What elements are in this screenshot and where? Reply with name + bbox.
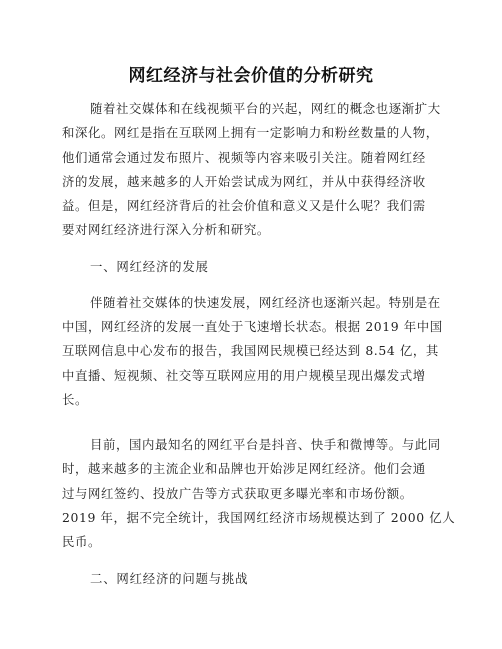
intro-line-3: 他们通常会通过发布照片、视频等内容来吸引关注。随着网红经 xyxy=(62,150,426,165)
document-title: 网红经济与社会价值的分析研究 xyxy=(128,66,374,86)
intro-line-5: 益。但是，网红经济背后的社会价值和意义又是什么呢？我们需 xyxy=(62,198,426,213)
s1-p2-line-3: 过与网红签约、投放广告等方式获取更多曝光率和市场份额。 xyxy=(62,486,413,501)
intro-line-2: 和深化。网红是指在互联网上拥有一定影响力和粉丝数量的人物， xyxy=(62,125,439,140)
intro-line-4: 济的发展，越来越多的人开始尝试成为网红，并从中获得经济收 xyxy=(62,174,426,189)
intro-line-1: 随着社交媒体和在线视频平台的兴起，网红的概念也逐渐扩大 xyxy=(90,101,441,116)
intro-line-6: 要对网红经济进行深入分析和研究。 xyxy=(62,222,270,237)
s1-p2-line-1: 目前，国内最知名的网红平台是抖音、快手和微博等。与此同 xyxy=(90,437,441,452)
s1-p2-line-2: 时，越来越多的主流企业和品牌也开始涉足网红经济。他们会通 xyxy=(62,461,426,476)
s1-p1-line-2: 中国，网红经济的发展一直处于飞速增长状态。根据 2019 年中国 xyxy=(62,319,443,334)
s1-p1-line-4: 中直播、短视频、社交等互联网应用的用户规模呈现出爆发式增 xyxy=(62,368,426,383)
section-1-heading: 一、网红经济的发展 xyxy=(90,259,209,274)
s1-p1-line-1: 伴随着社交媒体的快速发展，网红经济也逐渐兴起。特别是在 xyxy=(90,295,441,310)
s1-p1-line-3: 互联网信息中心发布的报告，我国网民规模已经达到 8.54 亿，其 xyxy=(62,343,439,358)
s1-p1-line-5: 长。 xyxy=(62,392,88,407)
s1-p2-line-4: 2019 年，据不完全统计，我国网红经济市场规模达到了 2000 亿人 xyxy=(62,510,456,525)
s1-p2-line-5: 民币。 xyxy=(62,534,101,549)
section-2-heading: 二、网红经济的问题与挑战 xyxy=(90,571,249,586)
